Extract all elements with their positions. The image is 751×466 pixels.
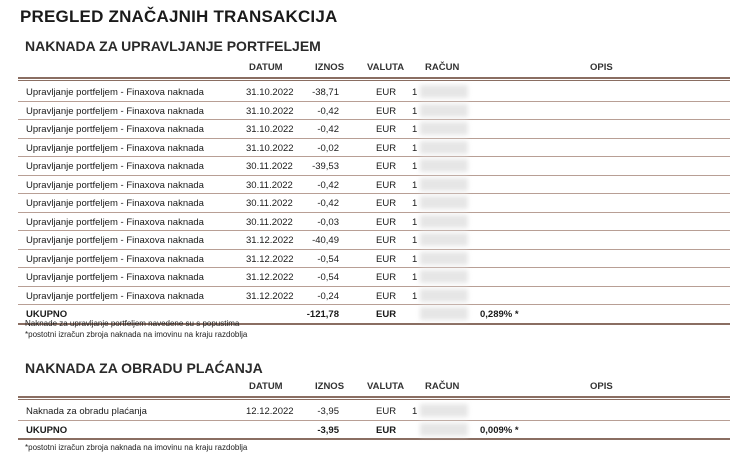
portfolio-fee-table [18,83,730,325]
row-date: 30.11.2022 [246,161,293,172]
redacted-account [420,423,468,436]
table-row [18,102,730,121]
row-date: 30.11.2022 [246,198,293,209]
table-row [18,176,730,195]
row-account: 1 [412,272,418,283]
row-currency: EUR [376,235,397,246]
row-date: 31.12.2022 [246,253,294,265]
row-amount: -0,03 [317,216,339,228]
row-date: 31.10.2022 [246,142,294,154]
row-currency: EUR [376,142,397,154]
header-account: RAČUN [425,381,460,392]
table-row [18,213,730,232]
table-header-portfolio [25,60,730,76]
row-account: 1 [412,87,418,98]
row-currency: EUR [376,272,397,283]
row-currency: EUR [376,161,397,172]
row-amount: -0,42 [317,179,339,191]
total-currency: EUR [376,309,397,320]
table-row [18,268,730,287]
row-date: 31.12.2022 [246,235,294,246]
table-row [18,120,730,139]
table-row [18,194,730,213]
total-percent: 0,289% * [480,309,519,320]
row-currency: EUR [376,105,397,117]
redacted-account [420,215,468,228]
header-amount: IZNOS [315,62,345,73]
total-label: UKUPNO [26,424,68,436]
row-description: Naknada za obradu plaćanja [26,406,147,417]
row-date: 31.10.2022 [246,105,294,117]
header-date: DATUM [249,381,283,392]
portfolio-notes [25,318,247,340]
total-amount: -121,78 [306,309,339,320]
payment-fee-table [18,402,730,440]
table-row [18,402,730,421]
row-amount: -0,42 [317,198,339,209]
row-amount: -38,71 [312,87,339,98]
row-account: 1 [412,124,418,135]
row-account: 1 [412,290,418,302]
payment-notes [25,442,247,453]
row-date: 12.12.2022 [246,406,294,417]
row-description: Upravljanje portfeljem - Finaxova naknada [26,179,204,191]
row-account: 1 [412,406,418,417]
header-rule [18,77,730,81]
header-rule [18,396,730,400]
table-row [18,83,730,102]
total-row [18,421,730,441]
row-description: Upravljanje portfeljem - Finaxova naknada [26,216,204,228]
row-amount: -0,24 [317,290,339,302]
redacted-account [420,104,468,117]
total-percent: 0,009% * [480,424,519,436]
row-description: Upravljanje portfeljem - Finaxova naknada [26,87,204,98]
redacted-account [420,289,468,302]
table-row [18,287,730,306]
row-description: Upravljanje portfeljem - Finaxova naknada [26,253,204,265]
row-amount: -3,95 [317,406,339,417]
footnote: *postotni izračun zbroja naknada na imovinu na kraju razdoblja [25,330,248,339]
row-currency: EUR [376,216,397,228]
redacted-account [420,196,468,209]
redacted-account [420,122,468,135]
redacted-account [420,178,468,191]
row-account: 1 [412,161,418,172]
header-date: DATUM [249,62,283,73]
row-account: 1 [412,235,418,246]
row-currency: EUR [376,179,397,191]
table-row [18,250,730,269]
redacted-account [420,233,468,246]
section-title-portfolio: NAKNADA ZA UPRAVLJANJE PORTFELJEM [25,38,321,54]
header-account: RAČUN [425,62,460,73]
redacted-account [420,307,468,320]
row-date: 30.11.2022 [246,216,293,228]
row-account: 1 [412,253,418,265]
redacted-account [420,159,468,172]
row-account: 1 [412,142,418,154]
table-header-payment [25,379,730,395]
header-currency: VALUTA [367,62,405,73]
row-amount: -0,02 [317,142,339,154]
row-account: 1 [412,216,418,228]
row-amount: -0,42 [317,105,339,117]
row-amount: -39,53 [312,161,339,172]
table-row [18,231,730,250]
total-currency: EUR [376,424,397,436]
row-date: 31.10.2022 [246,124,294,135]
section-title-payment: NAKNADA ZA OBRADU PLAĆANJA [25,360,263,376]
row-account: 1 [412,179,418,191]
header-description: OPIS [590,62,613,73]
row-date: 30.11.2022 [246,179,293,191]
row-description: Upravljanje portfeljem - Finaxova naknada [26,105,204,117]
row-date: 31.12.2022 [246,272,294,283]
row-description: Upravljanje portfeljem - Finaxova naknada [26,272,204,283]
row-description: Upravljanje portfeljem - Finaxova naknada [26,290,204,302]
total-label: UKUPNO [26,309,68,320]
row-date: 31.10.2022 [246,87,294,98]
footnote: *postotni izračun zbroja naknada na imovinu na kraju razdoblja [25,443,248,452]
row-description: Upravljanje portfeljem - Finaxova naknada [26,142,204,154]
row-amount: -0,54 [317,272,339,283]
redacted-account [420,85,468,98]
row-currency: EUR [376,198,397,209]
footnote: Naknade za upravljanje portfeljem navedene su s popustima [25,319,240,328]
redacted-account [420,252,468,265]
row-amount: -0,54 [317,253,339,265]
row-amount: -40,49 [312,235,339,246]
table-row [18,157,730,176]
header-currency: VALUTA [367,381,405,392]
row-account: 1 [412,198,418,209]
row-currency: EUR [376,253,397,265]
row-currency: EUR [376,87,397,98]
page-title: PREGLED ZNAČAJNIH TRANSAKCIJA [20,7,338,26]
row-description: Upravljanje portfeljem - Finaxova naknada [26,161,204,172]
row-currency: EUR [376,290,397,302]
header-amount: IZNOS [315,381,345,392]
row-currency: EUR [376,124,397,135]
row-description: Upravljanje portfeljem - Finaxova naknada [26,124,204,135]
row-account: 1 [412,105,418,117]
row-currency: EUR [376,406,397,417]
row-date: 31.12.2022 [246,290,294,302]
redacted-account [420,404,468,417]
total-amount: -3,95 [317,424,339,436]
row-amount: -0,42 [317,124,339,135]
redacted-account [420,141,468,154]
row-description: Upravljanje portfeljem - Finaxova naknada [26,235,204,246]
header-description: OPIS [590,381,613,392]
table-row [18,139,730,158]
row-description: Upravljanje portfeljem - Finaxova naknada [26,198,204,209]
redacted-account [420,270,468,283]
